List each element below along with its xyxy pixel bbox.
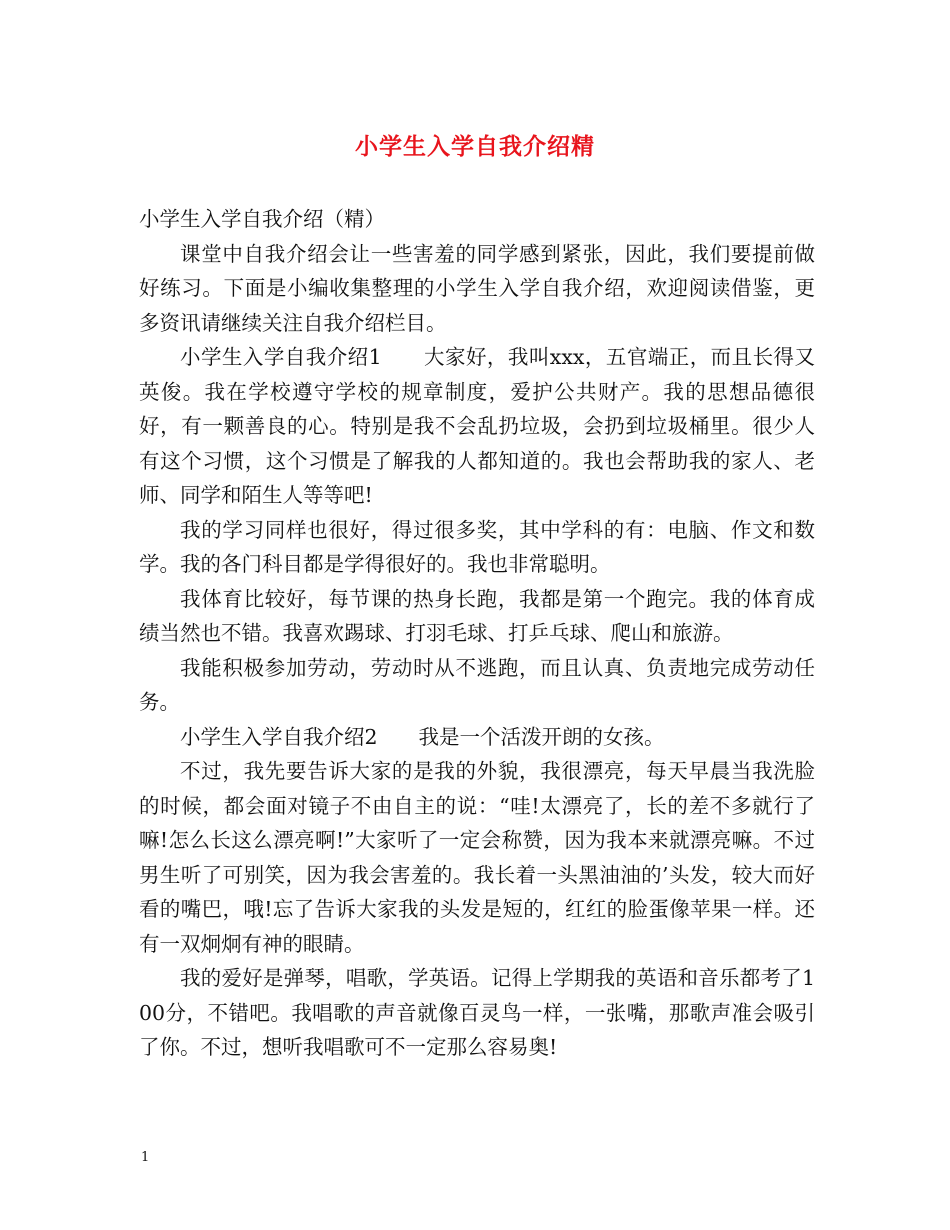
document-body xyxy=(139,202,815,1065)
paragraph-intro-1: 小学生入学自我介绍1 大家好，我叫xxx，五官端正，而且长得又英俊。我在学校遵守学校的规章制度，爱护公共财产。我的思想品德很好，有一颗善良的心。特别是我不会乱扔垃圾，会扔到垃圾桶里。很少人有这个习惯，这个习惯是了解我的人都知道的。我也会帮助我的家人、老师、同学和陌生人等等吧! xyxy=(139,345,815,507)
page-number: 1 xyxy=(141,1150,150,1165)
paragraph-labor: 我能积极参加劳动，劳动时从不逃跑，而且认真、负责地完成劳动任务。 xyxy=(139,655,815,714)
paragraph-heading: 小学生入学自我介绍（精） xyxy=(139,207,385,231)
paragraph-appearance: 不过，我先要告诉大家的是我的外貌，我很漂亮，每天早晨当我洗脸的时候，都会面对镜子不由自主的说：“哇!太漂亮了，长的差不多就行了嘛!怎么长这么漂亮啊!”大家听了一定会称赞，因为我本来就漂亮嘛。不过男生听了可别笑，因为我会害羞的。我长着一头黑油油的’头发，较大而好看的嘴巴，哦!忘了告诉大家我的头发是短的，红红的脸蛋像苹果一样。还有一双炯炯有神的眼睛。 xyxy=(139,759,815,956)
paragraph-study: 我的学习同样也很好，得过很多奖，其中学科的有：电脑、作文和数学。我的各门科目都是学得很好的。我也非常聪明。 xyxy=(139,517,815,576)
paragraph-sports: 我体育比较好，每节课的热身长跑，我都是第一个跑完。我的体育成绩当然也不错。我喜欢踢球、打羽毛球、打乒乓球、爬山和旅游。 xyxy=(139,586,815,645)
paragraph-intro: 课堂中自我介绍会让一些害羞的同学感到紧张，因此，我们要提前做好练习。下面是小编收集整理的小学生入学自我介绍，欢迎阅读借鉴，更多资讯请继续关注自我介绍栏目。 xyxy=(139,241,815,335)
paragraph-hobbies: 我的爱好是弹琴，唱歌，学英语。记得上学期我的英语和音乐都考了100分，不错吧。我唱歌的声音就像百灵鸟一样，一张嘴，那歌声准会吸引了你。不过，想听我唱歌可不一定那么容易奥! xyxy=(139,966,815,1059)
paragraph-intro-2: 小学生入学自我介绍2 我是一个活泼开朗的女孩。 xyxy=(180,724,665,749)
document-title: 小学生入学自我介绍精 xyxy=(355,133,595,160)
